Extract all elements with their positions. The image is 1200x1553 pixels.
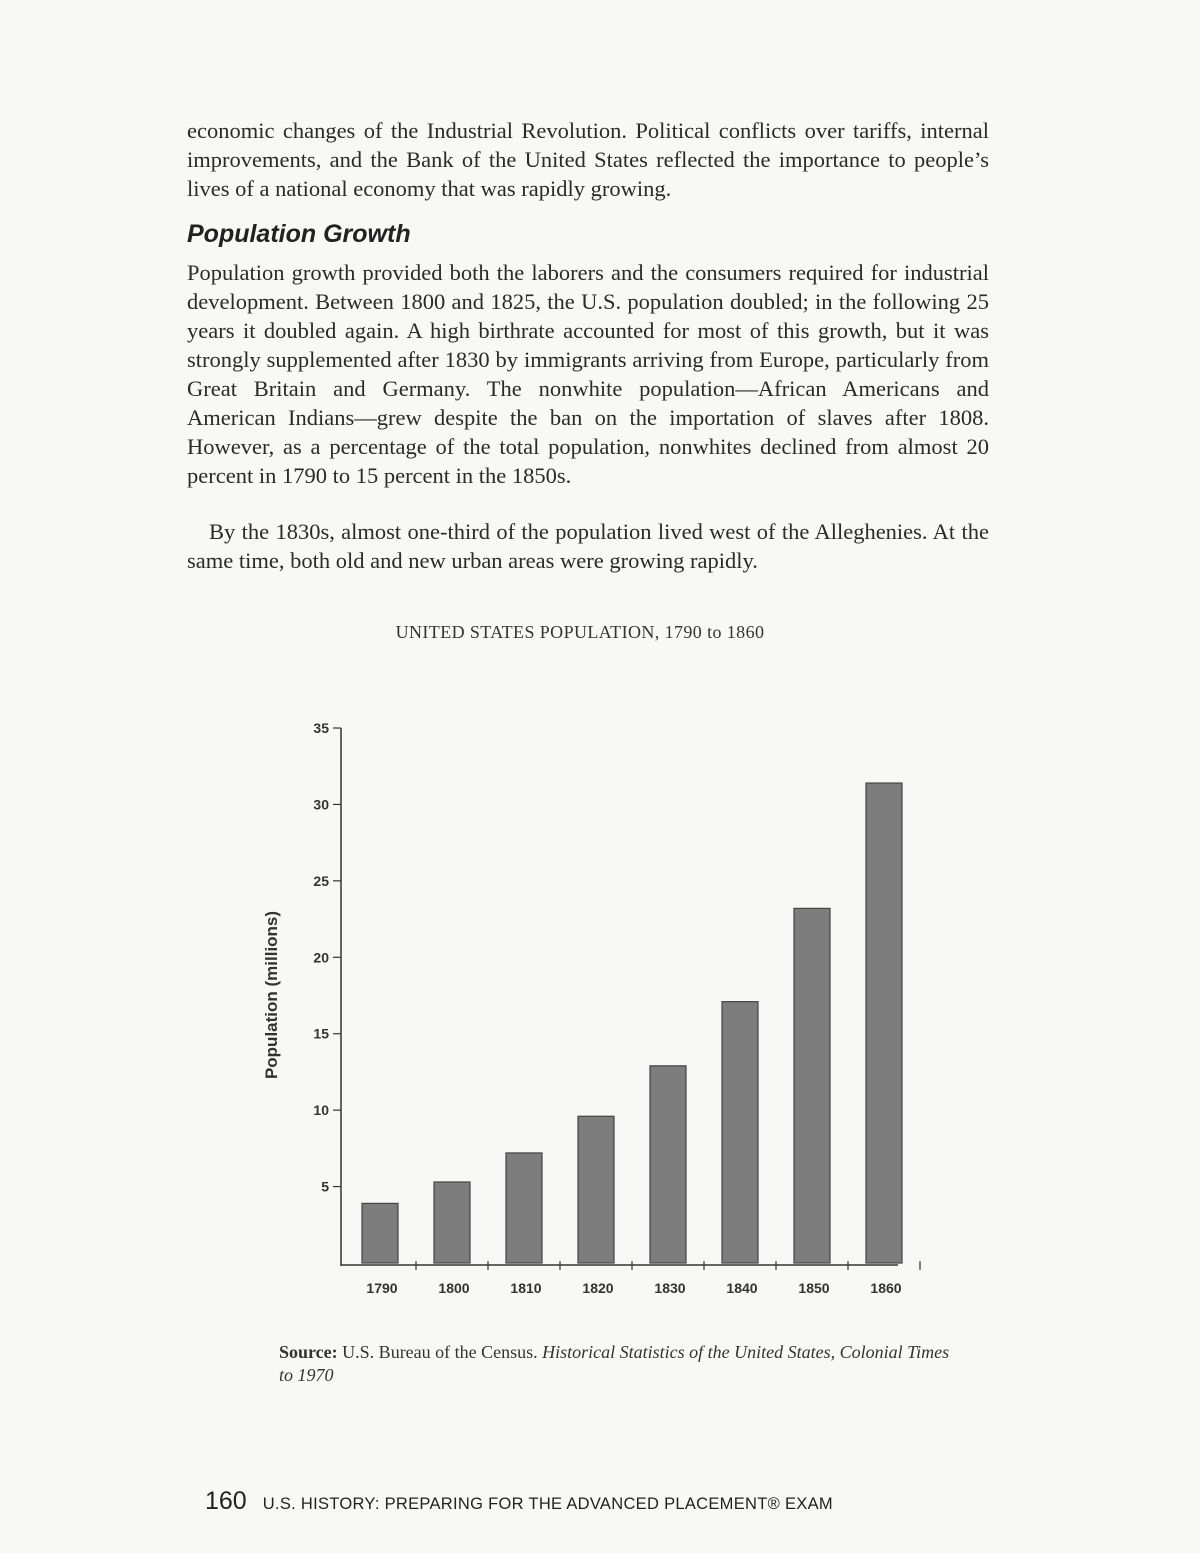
x-tick-label-1840: 1840 (726, 1280, 758, 1296)
x-tick-label-1830: 1830 (654, 1280, 686, 1296)
x-tick-label-1800: 1800 (438, 1280, 470, 1296)
bar-1820 (578, 1116, 614, 1263)
source-work-title: Historical Statistics of the United States, Colonial Times to 1970 (279, 1342, 950, 1385)
y-tick-label-25: 25 (313, 872, 329, 889)
x-tick-label-1790: 1790 (366, 1280, 398, 1296)
y-tick-label-15: 15 (313, 1025, 329, 1042)
y-axis-label: Population (millions) (262, 910, 281, 1080)
bar-1840 (722, 1002, 758, 1263)
y-tick-label-10: 10 (313, 1102, 329, 1119)
bar-1810 (506, 1153, 542, 1263)
y-tick-label-5: 5 (321, 1178, 329, 1195)
y-tick-label-20: 20 (313, 949, 329, 966)
y-tick-label-30: 30 (313, 796, 329, 813)
x-tick-label-1850: 1850 (798, 1280, 830, 1296)
source-publisher: U.S. Bureau of the Census. (337, 1342, 543, 1362)
chart-title: UNITED STATES POPULATION, 1790 to 1860 (395, 622, 765, 642)
bar-1830 (650, 1066, 686, 1263)
section-heading: Population Growth (187, 220, 411, 248)
y-tick-label-35: 35 (313, 720, 329, 736)
source-label: Source: (279, 1342, 338, 1362)
x-tick-label-1810: 1810 (510, 1280, 542, 1296)
x-tick-label-1860: 1860 (870, 1280, 902, 1296)
x-tick-label-1820: 1820 (582, 1280, 614, 1296)
page-number: 160 (205, 1487, 247, 1515)
bar-1860 (866, 783, 902, 1263)
body-paragraph-2: By the 1830s, almost one-third of the population lived west of the Alleghenies. At the same time, both old and new urban areas were growing rapidly. (187, 519, 989, 573)
bar-1800 (434, 1182, 470, 1263)
body-paragraph-1: Population growth provided both the laborers and the consumers required for industrial development. Between 1800 and 1825, the U.S. population doubled; in the following 25 years it doubled again. A high birthrate accounted for most of this growth, but it was strongly supplemented after 1830 by immigrants arriving from Europe, particularly from Great Britain and Germany. The nonwhite population—African Americans and American Indians—grew despite the ban on the importation of slaves after 1808. However, as a percentage of the total population, nonwhites declined from almost 20 percent in 1790 to 15 percent in the 1850s. (187, 260, 989, 488)
book-title: U.S. HISTORY: PREPARING FOR THE ADVANCED PLACEMENT® EXAM (262, 1495, 833, 1513)
page-footer (205, 1487, 833, 1516)
bar-1850 (794, 908, 830, 1263)
chart-source (279, 1341, 959, 1387)
intro-paragraph: economic changes of the Industrial Revolution. Political conflicts over tariffs, internal improvements, and the Bank of the United States reflected the importance to people’s lives of a national economy that was rapidly growing. (187, 118, 989, 201)
bar-1790 (362, 1203, 398, 1263)
